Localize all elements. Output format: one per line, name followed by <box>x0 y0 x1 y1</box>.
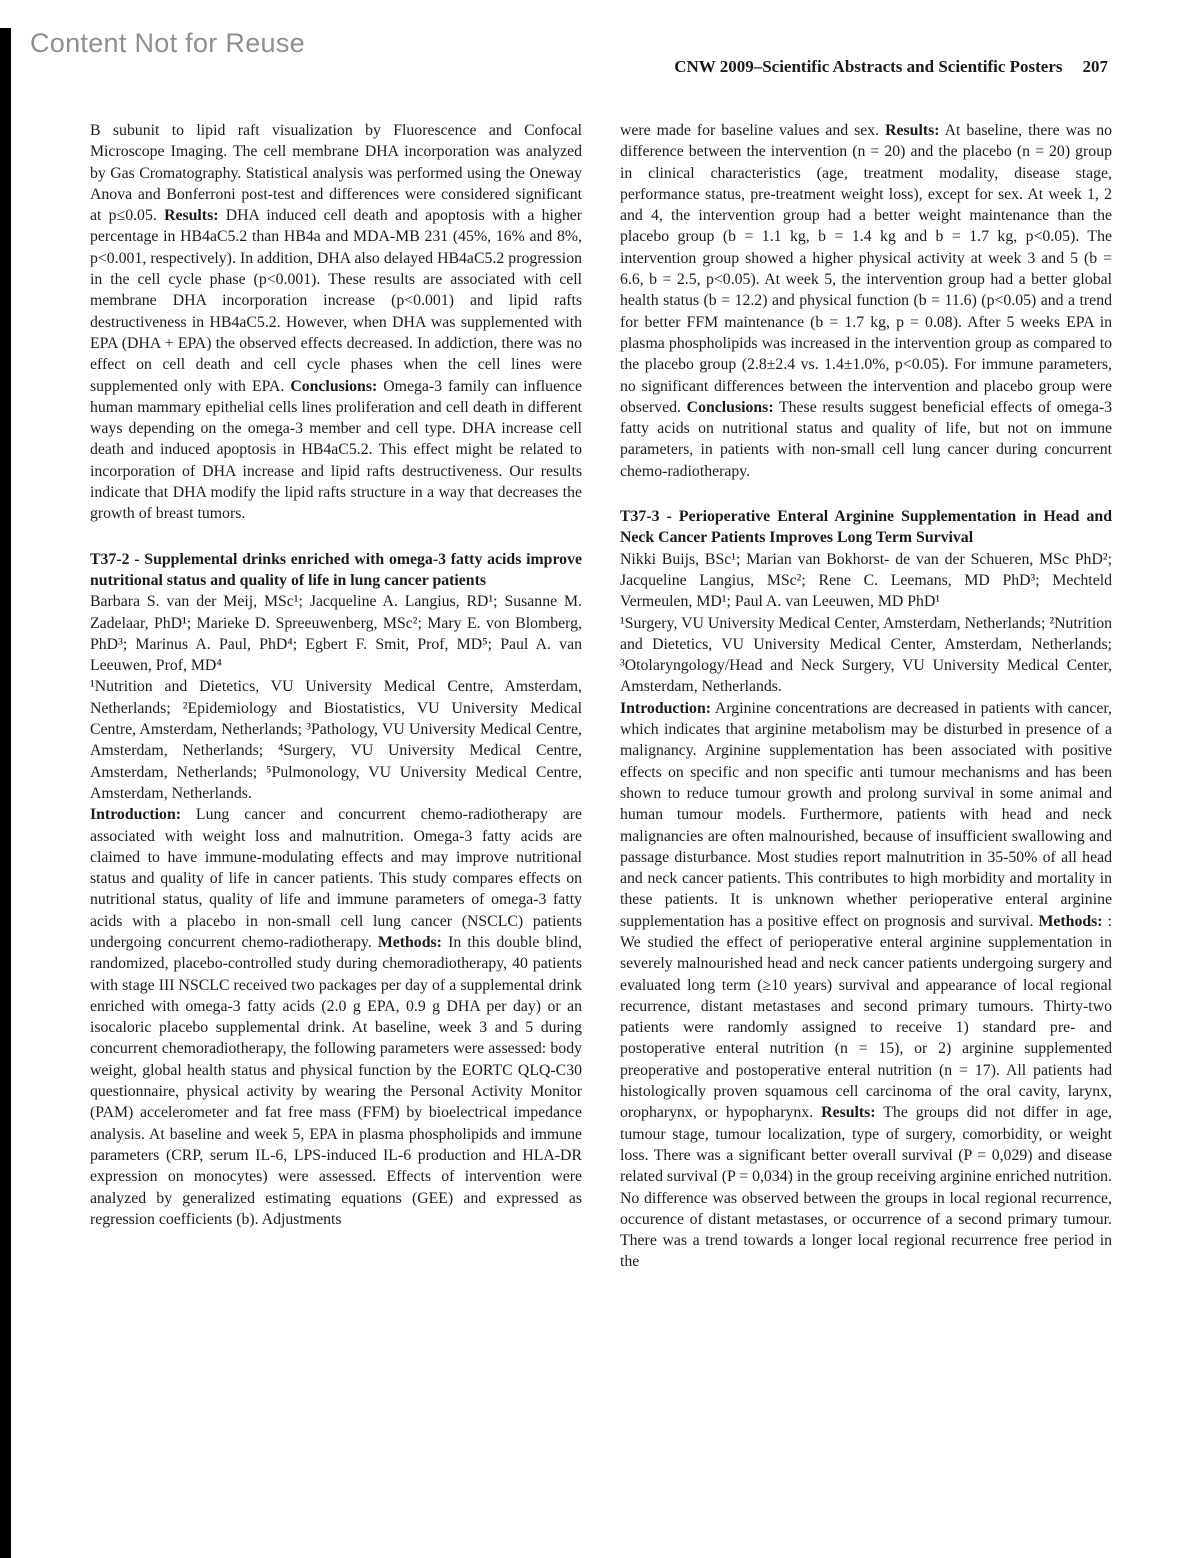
two-column-layout <box>90 120 1112 1273</box>
abstract-t37-2-authors: Barbara S. van der Meij, MSc¹; Jacqueline A. Langius, RD¹; Susanne M. Zadelaar, PhD¹; Marieke D. Spreeuwenberg, MSc²; Mary E. von Blomberg, PhD³; Marinus A. Paul, PhD⁴; Egbert F. Smit, Prof, MD⁵; Paul A. van Leeuwen, Prof, MD⁴ <box>90 593 582 675</box>
left-column <box>90 120 582 1273</box>
abstract-t37-3-authors: Nikki Buijs, BSc¹; Marian van Bokhorst- de van der Schueren, MSc PhD²; Jacqueline Langius, MSc²; Rene C. Leemans, MD PhD³; Mechteld Vermeulen, MD¹; Paul A. van Leeuwen, MD PhD¹ <box>620 550 1112 611</box>
abstract-t37-2-body: Introduction: Lung cancer and concurrent chemo-radiotherapy are associated with weight loss and malnutrition. Omega-3 fatty acids are claimed to have immune-modulating effects and may improve nutritional status and quality of life in cancer patients. This study compares effects on nutritional status, quality of life and immune parameters of omega-3 fatty acids with a placebo in non-small cell lung cancer (NSCLC) patients undergoing concurrent chemo-radiotherapy. Methods: In this double blind, randomized, placebo-controlled study during chemoradiotherapy, 40 patients with stage III NSCLC received two packages per day of a supplemental drink enriched with omega-3 fatty acids (2.0 g EPA, 0.9 g DHA per day) or an isocaloric placebo supplemental drink. At baseline, week 3 and 5 during concurrent chemoradiotherapy, the following parameters were assessed: body weight, global health status and physical function by the EORTC QLQ-C30 questionnaire, physical activity by wearing the Personal Activity Monitor (PAM) accelerometer and fat free mass (FFM) by bioelectrical impedance analysis. At baseline and week 5, EPA in plasma phospholipids and immune parameters (CRP, serum IL-6, LPS-induced IL-6 production and HLA-DR expression on monocytes) were assessed. Effects of intervention were analyzed by generalized estimating equations (GEE) and expressed as regression coefficients (b). Adjustments <box>90 806 582 1228</box>
abstract-t37-3-affiliations: ¹Surgery, VU University Medical Center, Amsterdam, Netherlands; ²Nutrition and Dietetics, VU University Medical Center, Amsterdam, Netherlands; ³Otolaryngology/Head and Neck Surgery, VU University Medical Center, Amsterdam, Netherlands. <box>620 614 1112 696</box>
abstract-t37-3-body: Introduction: Arginine concentrations are decreased in patients with cancer, which indicates that arginine metabolism may be disturbed in presence of a malignancy. Arginine supplementation has been associated with positive effects on specific and non specific anti tumour mechanisms and has been shown to reduce tumour growth and prolong survival in some animal and human tumour models. Furthermore, patients with head and neck malignancies are often malnourished, because of insufficient swallowing and passage disturbance. Most studies report malnutrition in 35-50% of all head and neck cancer patients. This contributes to high morbidity and mortality in these patients. It is unknown whether perioperative enteral arginine supplementation has a positive effect on prognosis and survival. Methods: : We studied the effect of perioperative enteral arginine supplementation in severely malnourished head and neck cancer patients undergoing surgery and evaluated long term (≥10 years) survival and appearance of local regional recurrence, distant metastases and second primary tumours. Thirty-two patients were randomly assigned to receive 1) standard pre- and postoperative enteral nutrition (n = 15), or 2) arginine supplemented preoperative and postoperative enteral nutrition (n = 17). All patients had histologically proven squamous cell carcinoma of the oral cavity, larynx, oropharynx, or hypopharynx. Results: The groups did not differ in age, tumour stage, tumour localization, type of surgery, comorbidity, or weight loss. There was a significant better overall survival (P = 0,029) and disease related survival (P = 0,034) in the group receiving arginine enriched nutrition. No difference was observed between the groups in local regional recurrence, occurence of distant metastases, or occurrence of a second primary tumour. There was a trend towards a longer local regional recurrence free period in the <box>620 699 1113 1271</box>
page-spine-bar <box>0 28 11 1558</box>
running-header <box>674 57 1108 77</box>
abstract-t37-2-affiliations: ¹Nutrition and Dietetics, VU University Medical Centre, Amsterdam, Netherlands; ²Epidemiology and Biostatistics, VU University Medical Centre, Amsterdam, Netherlands; ³Pathology, VU University Medical Centre, Amsterdam, Netherlands; ⁴Surgery, VU University Medical Centre, Amsterdam, Netherlands; ⁵Pulmonology, VU University Medical Centre, Amsterdam, Netherlands. <box>90 678 582 802</box>
page-number: 207 <box>1082 57 1108 76</box>
abstract-t37-3-title: T37-3 - Perioperative Enteral Arginine Supplementation in Head and Neck Cancer Patients Improves Long Term Survival <box>620 508 1112 547</box>
running-header-title: CNW 2009–Scientific Abstracts and Scientific Posters <box>674 57 1063 76</box>
abstract-continuation-text: B subunit to lipid raft visualization by Fluorescence and Confocal Microscope Imaging. The cell membrane DHA incorporation was analyzed by Gas Cromatography. Statistical analysis was performed using the Oneway Anova and Bonferroni post-test and differences were considered significant at p≤0.05. Results: DHA induced cell death and apoptosis with a higher percentage in HB4aC5.2 than HB4a and MDA-MB 231 (45%, 16% and 8%, p<0.001, respectively). In addition, DHA also delayed HB4aC5.2 progression in the cell cycle phase (p<0.001). These results are associated with cell membrane DHA incorporation increase (p<0.001) and lipid rafts destructiveness in HB4aC5.2. However, when DHA was supplemented with EPA (DHA + EPA) the observed effects decreased. In addiction, there was no effect on cell death and cell cycle phases when the cell lines were supplemented only with EPA. Conclusions: Omega-3 family can influence human mammary epithelial cells lines proliferation and cell death in different ways depending on the omega-3 member and cell type. DHA increase cell death and induced apoptosis in HB4aC5.2. This effect might be related to incorporation of DHA increase and lipid rafts destructiveness. Our results indicate that DHA modify the lipid rafts structure in a way that decreases the growth of breast tumors. <box>90 122 583 523</box>
abstract-t37-2-title: T37-2 - Supplemental drinks enriched with omega-3 fatty acids improve nutritional status and quality of life in lung cancer patients <box>90 550 582 589</box>
abstract-t37-2-continuation-text: were made for baseline values and sex. Results: At baseline, there was no difference between the intervention (n = 20) and the placebo (n = 20) group in clinical characteristics (age, treatment modality, disease stage, performance status, pre-treatment weight loss), except for sex. At week 1, 2 and 4, the intervention group had a better weight maintenance than the placebo group (b = 1.1 kg, b = 1.4 kg and b = 1.7 kg, p<0.05). The intervention group showed a higher physical activity at week 3 and 5 (b = 6.6, b = 2.5, p<0.05). At week 5, the intervention group had a better global health status (b = 12.2) and physical function (b = 11.6) (p<0.05) and a trend for better FFM maintenance (b = 1.7 kg, p = 0.08). After 5 weeks EPA in plasma phospholipids was increased in the intervention group as compared to the placebo group (2.8±2.4 vs. 1.4±1.0%, p<0.05). For immune parameters, no significant differences between the intervention and placebo group were observed. Conclusions: These results suggest beneficial effects of omega-3 fatty acids on nutritional status and quality of life, but not on immune parameters, in patients with non-small cell lung cancer during concurrent chemo-radiotherapy. <box>620 122 1112 480</box>
watermark-text: Content Not for Reuse <box>30 28 305 58</box>
right-column <box>620 120 1112 1273</box>
